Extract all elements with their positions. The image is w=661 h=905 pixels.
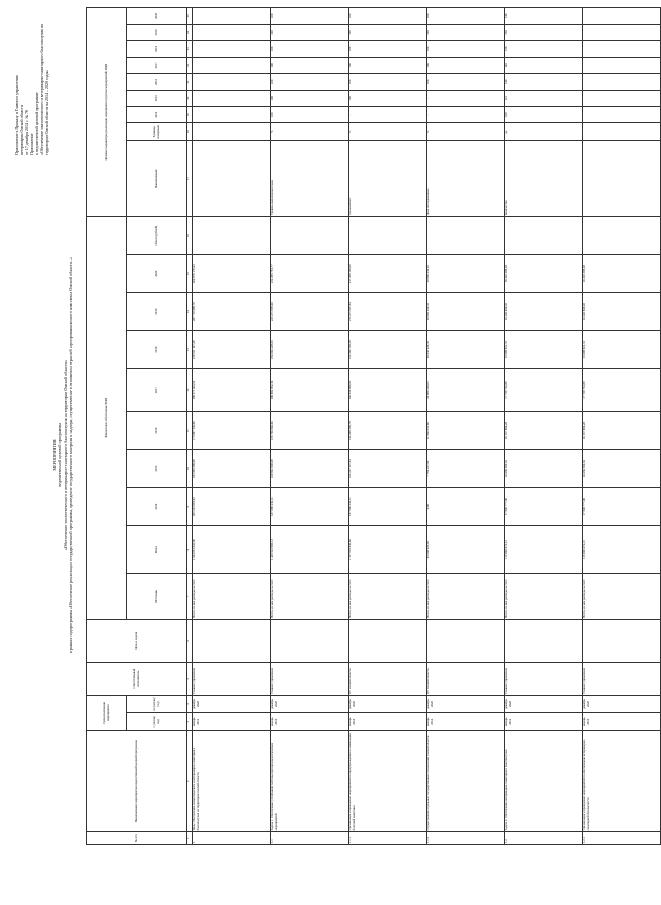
header-year: 2020 <box>127 255 187 293</box>
table-cell: 100 <box>271 24 349 40</box>
table-cell <box>583 90 661 106</box>
table-cell <box>193 41 271 57</box>
table-cell: 1.2 <box>505 832 583 845</box>
table-cell: 165 227 327,54 <box>349 450 427 488</box>
header-target: Цель и задачи <box>87 619 187 662</box>
table-cell: 100 <box>271 8 349 25</box>
table-cell: % <box>349 123 427 141</box>
header-total: Всего <box>127 526 187 574</box>
table-cell: ед. <box>505 123 583 141</box>
appendix-line: Приложение к Приказу и Главного управления <box>14 75 19 155</box>
column-number: 23 <box>187 41 193 57</box>
table-cell: 1.1.1 <box>349 832 427 845</box>
appendix-line: Приложение <box>29 133 34 155</box>
table-cell: 16 157 806,28 <box>583 412 661 450</box>
table-cell: Цель: Обеспечение эпизоотического и ветеринарно-санитарного благополучия на территории Омской области <box>193 731 271 832</box>
header-from: с (месяц/год) <box>127 713 187 731</box>
table-cell <box>271 619 349 662</box>
table-cell: 16 157 806,28 <box>505 412 583 450</box>
table-cell: 187 089 236,11 <box>349 488 427 526</box>
table-cell: 155 706 866,06 <box>271 412 349 450</box>
column-number: 6 <box>187 619 193 662</box>
table-cell: Главное управление <box>583 662 661 695</box>
table-cell <box>193 90 271 106</box>
table-row <box>271 8 349 845</box>
appendix-line: ветеринарии Омской области <box>19 105 24 155</box>
header-to: по (месяц/год) <box>127 695 187 713</box>
table-cell <box>583 8 661 25</box>
table-cell: 16 225 398,28 <box>505 255 583 293</box>
table-cell: 213 471 997,84 <box>349 293 427 331</box>
table-cell: 17 759 752,89 <box>505 369 583 412</box>
table-cell: 223 471 995,60 <box>271 293 349 331</box>
table-cell: январь 2014 <box>583 713 661 731</box>
table-cell: 100 <box>271 90 349 106</box>
table-cell: Главное управление <box>193 662 271 695</box>
table-cell: 92 608 025,65 <box>427 526 505 574</box>
column-number: 21 <box>187 74 193 90</box>
header-year: 2015 <box>127 450 187 488</box>
table-cell: 217 298 105,00 <box>349 255 427 293</box>
table-cell: 0,00 <box>427 488 505 526</box>
table-cell: 100 <box>271 74 349 90</box>
header-unit: Единица измерения <box>127 123 187 141</box>
table-cell <box>193 57 271 73</box>
table-cell: 100 <box>349 74 427 90</box>
header-period: Срок реализации мероприятия <box>87 695 127 730</box>
table-cell <box>583 107 661 123</box>
table-cell <box>427 619 505 662</box>
table-cell: 1 544 951 843,00 <box>193 526 271 574</box>
table-cell <box>583 123 661 141</box>
column-number: 14 <box>187 293 193 331</box>
table-cell: Количество <box>505 141 583 217</box>
table-cell <box>583 619 661 662</box>
table-cell: 115 068 474,13 <box>583 526 661 574</box>
table-cell: 1 430 523 969,13 <box>271 526 349 574</box>
table-cell: Удельный вес <box>349 141 427 217</box>
table-cell <box>583 24 661 40</box>
table-cell <box>583 141 661 217</box>
table-cell: 100 <box>427 8 505 25</box>
table-cell: 1.1 <box>271 832 349 845</box>
table-cell: Всего, из них расходы за счет: <box>193 574 271 620</box>
table-cell: 196 571 663,52 <box>193 369 271 412</box>
column-number: 19 <box>187 107 193 123</box>
appendix-line: «Обеспечение эпизоотического и ветеринарно-санитарного благополучия на территории Омской области на 2014 – 2020 годы» <box>39 24 49 155</box>
appendix-line: к ведомственной целевой программе <box>34 92 39 155</box>
table-cell: 15 698 921,31 <box>583 331 661 369</box>
table-cell <box>583 74 661 90</box>
table-cell: 16 225 398,28 <box>583 255 661 293</box>
header-ind-name: Наименование <box>127 141 187 217</box>
table-cell: 219 511 147,29 <box>193 331 271 369</box>
table-cell: Задача 1. Обеспечение устойчивой системы противоэпизоотических мероприятий <box>271 731 349 832</box>
table-cell <box>193 8 271 25</box>
table-cell: декабрь 2020 <box>271 695 349 713</box>
column-number: 12 <box>187 369 193 412</box>
table-cell: Уровень выполнения плана <box>271 141 349 217</box>
table-cell: 194 026 229,03 <box>271 331 349 369</box>
table-cell: 180 882 952,36 <box>271 369 349 412</box>
column-number: 5 <box>187 662 193 695</box>
table-cell: 100 <box>349 8 427 25</box>
heading-line: в рамках подпрограммы «Обеспечение реализации государственной программы, проведение государственного контроля и надзора, осуществление в отношении отраслей агропромышленного комплекса Омской области...» <box>68 256 74 654</box>
table-cell: Доля обследованных <box>427 141 505 217</box>
header-name: Наименование мероприятия ведомственной целевой программы <box>87 731 187 832</box>
header-source: Источник <box>127 574 187 620</box>
table-cell: % <box>427 123 505 141</box>
table-cell: январь 2014 <box>349 713 427 731</box>
column-number: 9 <box>187 488 193 526</box>
heading-subtitle: ведомственной целевой программы <box>57 423 63 487</box>
table-cell: 100 <box>427 57 505 73</box>
table-cell: Всего, из них расходы за счет: <box>271 574 349 620</box>
column-number: 17 <box>187 141 193 217</box>
column-number: 15 <box>187 255 193 293</box>
header-num: № п/п <box>87 832 187 845</box>
header-ind-year: 2019 <box>127 24 187 40</box>
table-cell: 144 298 309,78 <box>349 412 427 450</box>
column-number: 13 <box>187 331 193 369</box>
header-ind-year: 2016 <box>127 74 187 90</box>
header-ind-year: 2014 <box>127 107 187 123</box>
table-cell: 100 <box>349 90 427 106</box>
table-cell: 287 719 899,79 <box>193 293 271 331</box>
table-cell: Осуществление отдельных государственных полномочий Омской области <box>427 731 505 832</box>
column-number: 22 <box>187 57 193 73</box>
table-cell: 16 226 968,45 <box>583 293 661 331</box>
table-cell: декабрь 2020 <box>427 695 505 713</box>
table-cell: январь 2014 <box>193 713 271 731</box>
table-cell: БУ Омской области <box>349 662 427 695</box>
table-cell: 100 <box>505 107 583 123</box>
table-cell <box>427 217 505 255</box>
table-cell <box>349 217 427 255</box>
table-cell <box>193 217 271 255</box>
table-cell: - <box>349 107 427 123</box>
table-cell: 17 969 777,00 <box>505 488 583 526</box>
heading-title: МЕРОПРИЯТИЯ <box>52 439 57 471</box>
table-cell: 100 <box>271 57 349 73</box>
table-cell: 150 <box>505 24 583 40</box>
table-cell: Всего, из них расходы за счет: <box>583 574 661 620</box>
table-cell <box>193 74 271 90</box>
table-cell: 100 <box>349 41 427 57</box>
table-cell: декабрь 2020 <box>583 695 661 713</box>
table-cell: 16 656 382,52 <box>583 450 661 488</box>
table-cell: 7 794 227,60 <box>427 450 505 488</box>
table-cell <box>583 41 661 57</box>
table-row <box>427 8 505 845</box>
table-cell <box>193 141 271 217</box>
table-row <box>349 8 427 845</box>
header-year: 2016 <box>127 412 187 450</box>
table-cell: 214 396 192,38 <box>349 331 427 369</box>
column-number: 4 <box>187 695 193 713</box>
table-cell: 16 656 382,52 <box>505 450 583 488</box>
column-number: 20 <box>187 90 193 106</box>
table-cell <box>349 619 427 662</box>
table-cell: Главное управление <box>271 662 349 695</box>
table-cell: - <box>427 107 505 123</box>
table-cell: 30 990 238,25 <box>427 255 505 293</box>
table-cell: 266 979 179,43 <box>193 255 271 293</box>
table-cell: 1 337 918 846,86 <box>349 526 427 574</box>
table-cell: 183 595 599,09 <box>193 450 271 488</box>
header-volume: Объем (рублей) <box>127 217 187 255</box>
appendix-line: от 17 декабря 2014 г. № 76 <box>24 109 29 155</box>
table-cell: 17 969 777,00 <box>583 488 661 526</box>
table-cell <box>583 57 661 73</box>
header-year: 2018 <box>127 331 187 369</box>
table-cell: 146 <box>505 57 583 73</box>
table-cell: 100 <box>349 24 427 40</box>
table-cell: 1 <box>193 832 271 845</box>
header-year: 2019 <box>127 293 187 331</box>
table-row <box>193 8 271 845</box>
table-cell <box>193 24 271 40</box>
column-number: 18 <box>187 123 193 141</box>
column-number: 25 <box>187 8 193 25</box>
column-number: 11 <box>187 412 193 450</box>
header-ind-year: 2018 <box>127 41 187 57</box>
table-cell: 148 <box>505 8 583 25</box>
column-number: 16 <box>187 217 193 255</box>
table-cell: 173 897 336,96 <box>193 412 271 450</box>
table-cell: 100 <box>427 24 505 40</box>
table-cell: 150 <box>505 41 583 57</box>
table-cell: декабрь 2020 <box>505 695 583 713</box>
table-cell: 115 068 474,13 <box>505 526 583 574</box>
table-cell: 1.2.1 <box>583 832 661 845</box>
header-indicator: Целевые индикаторы реализации мероприятия (группы мероприятий) ВЦП <box>87 8 127 217</box>
table-cell: январь 2014 <box>505 713 583 731</box>
table-cell: 20 898 328,03 <box>427 369 505 412</box>
header-ind-year: 2020 <box>127 8 187 25</box>
table-cell: январь 2014 <box>427 713 505 731</box>
column-number: 1 <box>187 832 193 845</box>
table-cell: БУ Омской области <box>427 662 505 695</box>
table-cell <box>583 217 661 255</box>
table-cell: 1.1.2 <box>427 832 505 845</box>
table-cell: Всего, из них расходы за счет: <box>349 574 427 620</box>
table-cell: декабрь 2020 <box>349 695 427 713</box>
table-cell: 100 <box>271 107 349 123</box>
table-cell: 16 226 968,45 <box>505 293 583 331</box>
table-cell: 100 <box>271 41 349 57</box>
table-cell: 17 759 752,89 <box>583 369 661 412</box>
header-ind-year: 2017 <box>127 57 187 73</box>
table-cell: 20 969 228,35 <box>427 293 505 331</box>
table-cell: январь 2014 <box>271 713 349 731</box>
table-cell: 187 089 236,11 <box>271 488 349 526</box>
table-cell: Организация и проведение мероприятий по обеспечению ветеринарно-санитарной безопасности <box>583 731 661 832</box>
table-cell <box>193 123 271 141</box>
table-cell: 232 295 781,77 <box>271 255 349 293</box>
table-cell: 140 <box>505 74 583 90</box>
table-cell <box>271 217 349 255</box>
table-cell: 20 030 228,35 <box>427 331 505 369</box>
table-cell: Всего, из них расходы за счет: <box>505 574 583 620</box>
header-year: 2017 <box>127 369 187 412</box>
heading-program: «Обеспечение эпизоотического и ветеринарно-санитарного благополучия на территории Омской области» <box>62 359 68 551</box>
table-cell: 15 698 921,31 <box>505 331 583 369</box>
column-number: 24 <box>187 24 193 40</box>
header-finance: Финансовое обеспечение ВЦП <box>87 217 127 620</box>
table-cell: Организация и проведение мероприятий по предупреждению и ликвидации болезней животных <box>349 731 427 832</box>
header-executor: Ответственный исполнитель <box>87 662 187 695</box>
table-cell: % <box>271 123 349 141</box>
appendix-caption <box>14 15 49 155</box>
table-row <box>583 8 661 845</box>
table-cell: 166 938 889,03 <box>349 369 427 412</box>
table-cell <box>193 619 271 662</box>
table-cell: - <box>427 90 505 106</box>
table-row <box>505 8 583 845</box>
table-cell <box>505 217 583 255</box>
table-cell <box>193 107 271 123</box>
table-cell: Всего, из них расходы за счет: <box>427 574 505 620</box>
table-cell <box>505 619 583 662</box>
column-number: 7 <box>187 574 193 620</box>
column-number: 2 <box>187 731 193 832</box>
table-cell: 100 <box>349 57 427 73</box>
table-cell: 100 <box>427 74 505 90</box>
table-cell: 169 961 969,09 <box>271 450 349 488</box>
table-cell: Задача 2. Обеспечение ветеринарно-санитарного благополучия <box>505 731 583 832</box>
table-cell: 203 103 993,03 <box>193 488 271 526</box>
column-number: 10 <box>187 450 193 488</box>
measures-table <box>86 7 661 845</box>
table-cell: 100 <box>427 41 505 57</box>
table-cell: 11 966 933,80 <box>427 412 505 450</box>
header-ind-year: 2015 <box>127 90 187 106</box>
column-number: 3 <box>187 713 193 731</box>
table-cell: Главное управление <box>505 662 583 695</box>
header-year: 2014 <box>127 488 187 526</box>
table-cell: 112 <box>505 90 583 106</box>
document-heading <box>52 155 74 755</box>
column-number: 8 <box>187 526 193 574</box>
table-cell: декабрь 2020 <box>193 695 271 713</box>
